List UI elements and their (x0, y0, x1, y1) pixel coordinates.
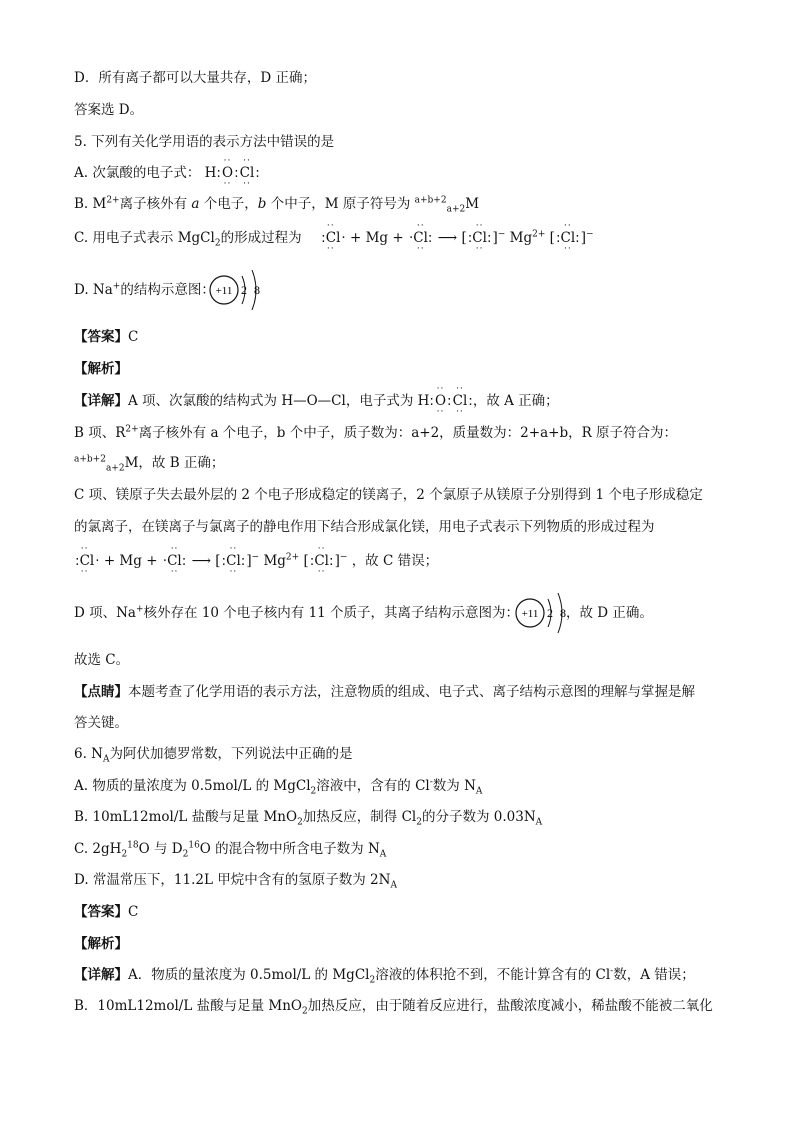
text-line: D．所有离子都可以大量共存，D 正确； (74, 70, 316, 86)
nucleus-label: +11 (521, 608, 539, 620)
analysis-heading: 【解析】 (74, 936, 128, 952)
key-point: 答关键。 (74, 715, 128, 731)
question-5-stem: 5. 下列有关化学用语的表示方法中错误的是 (74, 134, 335, 150)
question-6-stem: 6. $N_A$为阿伏加德罗常数，下列说法中正确的是 (74, 746, 353, 765)
option-6c: C. $2gH_2^{18}O$ 与 $D_2^{16}O$ 的混合物中所含电子数为 $N_A$ (74, 840, 387, 860)
key-point: 【点睛】本题考查了化学用语的表示方法，注意物质的组成、电子式、离子结构示意图的理解与掌握是解 (74, 684, 695, 700)
shell-1-count: 2 (241, 283, 247, 297)
nucleus-label: +11 (215, 285, 233, 297)
detail-line: D 项、Na+核外存在 10 个电子核内有 11 个质子，其离子结构示意图为： (74, 604, 520, 621)
conclusion: 故选 C。 (74, 652, 130, 668)
option-5c: C. 用电子式表示 MgCl$_2$的形成过程为 ·· :Cl ·· · + Mg + ·· ·Cl: ·· ⟶ [ ·· :Cl: ·· ]− $Mg^{2+}$ [ ·· :Cl: ·· ]− (74, 221, 594, 254)
answer-5: 【答案】C (74, 329, 139, 345)
detail-line: $^{a+b+2}_{a+2}$M，故 B 正确； (74, 454, 225, 474)
analysis-heading: 【解析】 (74, 361, 128, 377)
shell-2-count: 8 (254, 283, 260, 297)
option-6d: D. 常温常压下，11.2L 甲烷中含有的氢原子数为 $2N_A$ (74, 872, 397, 891)
detail-line: B 项、$R^{2+}$离子核外有 a 个电子，b 个中子，质子数为：a+2，质量数为：2+a+b，R 原子符合为： (74, 424, 678, 441)
option-6a: A. 物质的量浓度为 0.5mol/L 的 MgCl$_2$溶液中，含有的 Cl-数为 $N_A$ (74, 777, 483, 797)
detail-line: C 项、镁原子失去最外层的 2 个电子形成稳定的镁离子，2 个氯原子从镁原子分别得到 1 个电子形成稳定 (74, 487, 703, 503)
detail-line-end: ，故 D 正确。 (566, 605, 653, 621)
detail-line: ·· :Cl ·· · + Mg + ·· ·Cl: ·· ⟶ [ ·· :Cl: ·· ]− $Mg^{2+}$ [ ·· :Cl: ·· ]− ，故 C 错误； (75, 544, 439, 577)
option-5a: A. 次氯酸的电子式： H: ·· O ·· : ·· Cl ·· : (74, 156, 260, 189)
shell-2-count: 8 (560, 606, 566, 620)
detail-line: 【详解】A 项、次氯酸的结构式为 H—O—Cl，电子式为 H: ·· O ·· : ·· Cl ·· :，故 A 正确； (74, 384, 559, 417)
detail-line: 的氯离子，在镁离子与氯离子的静电作用下结合形成氯化镁，用电子式表示下列物质的形成过程为 (74, 519, 655, 535)
option-5d: D. Na+的结构示意图： (74, 281, 215, 298)
atomic-symbol: $^{a+b+2}_{a+2}$M (414, 195, 480, 215)
option-5b: B. $M^{2+}$离子核外有 a 个电子，b 个中子，M 原子符号为 $^{a+b+2}_{a+2}$M (74, 195, 480, 215)
option-6b: B. 10mL12mol/L 盐酸与足量 MnO$_2$加热反应，制得 $Cl_2$的分子数为 $0.03N_A$ (74, 809, 543, 828)
detail-line: 【详解】A．物质的量浓度为 0.5mol/L 的 MgCl$_2$溶液的体积抢不到，不能计算含有的 Cl-数，A 错误； (74, 966, 695, 986)
sodium-ion-structure-diagram (206, 264, 268, 316)
shell-1-count: 2 (547, 606, 553, 620)
mgcl2-formation-equation: ·· :Cl ·· · + Mg + ·· ·Cl: ·· ⟶ [ ·· :Cl: ·· ]− $Mg^{2+}$ [ ·· :Cl: ·· ]− (321, 221, 594, 254)
text-line: 答案选 D。 (74, 102, 144, 118)
hclo-electron-formula: H: ·· O ·· : ·· Cl ·· : (204, 156, 260, 189)
answer-6: 【答案】C (74, 904, 139, 920)
mgcl2-formation-equation: ·· :Cl ·· · + Mg + ·· ·Cl: ·· ⟶ [ ·· :Cl: ·· ]− $Mg^{2+}$ [ ·· :Cl: ·· ]− (75, 544, 348, 577)
detail-line: B．10mL12mol/L 盐酸与足量 MnO$_2$加热反应，由于随着反应进行，盐酸浓度减小，稀盐酸不能被二氧化 (74, 998, 713, 1017)
sodium-ion-structure-diagram (512, 587, 574, 639)
